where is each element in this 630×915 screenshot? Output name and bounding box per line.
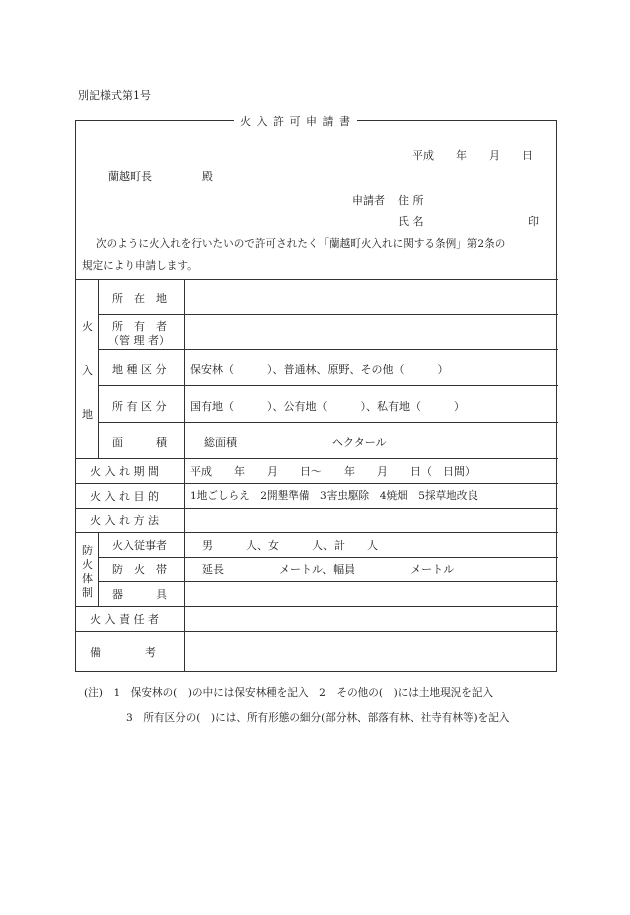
label-firebreak: 防 火 帯	[112, 563, 167, 576]
rule-table-top	[76, 279, 558, 280]
rule-period	[76, 483, 558, 484]
value-period: 平成 年 月 日～ 年 月 日（ 日間）	[190, 465, 476, 478]
value-land-type: 保安林（ ）、普通林、原野、その他（ ）	[190, 363, 449, 376]
label-location: 所 在 地	[112, 292, 167, 305]
date-line: 平成 年 月 日	[412, 149, 533, 162]
value-area-total: 総面積	[204, 436, 237, 449]
group-label-prevention-1: 防	[82, 544, 93, 557]
request-text-line-1: 次のように火入れを行いたいので許可されたく「蘭越町火入れに関する条例」第2条の	[96, 238, 506, 250]
rule-group-column-1	[98, 279, 99, 458]
value-firebreak: 延長 メートル、幅員 メートル	[202, 563, 455, 576]
rule-label-column	[184, 279, 185, 672]
rule-land-type	[98, 385, 558, 386]
name-label: 氏 名	[398, 215, 424, 228]
note-line-2: 3 所有区分の( )には、所有形態の細分(部分林、部落有林、社寺有林等)を記入	[126, 712, 510, 724]
note-line-1: (注) 1 保安林の( )の中には保安林種を記入 2 その他の( )には土地現況を記入	[84, 687, 494, 699]
form-number: 別記様式第1号	[78, 89, 151, 102]
label-workers: 火入従事者	[112, 539, 167, 552]
rule-location	[98, 314, 558, 315]
group-label-prevention-3: 体	[82, 572, 93, 585]
applicant-label: 申請者	[352, 194, 385, 207]
request-text-line-2: 規定により申請します。	[82, 260, 198, 272]
rule-ownership	[98, 422, 558, 423]
group-label-fire-land-1: 火	[82, 320, 93, 333]
label-responsible: 火 入 責 任 者	[90, 613, 159, 626]
label-remarks: 備 考	[90, 646, 156, 659]
label-purpose: 火 入 れ 目 的	[90, 490, 159, 503]
group-label-fire-land-2: 入	[82, 364, 93, 377]
form-frame	[75, 120, 557, 672]
label-equipment: 器 具	[112, 588, 167, 601]
value-ownership: 国有地（ ）、公有地（ ）、私有地（ ）	[190, 400, 465, 413]
rule-responsible	[76, 631, 558, 632]
rule-equipment	[76, 606, 558, 607]
rule-group-column-2	[98, 532, 99, 606]
group-label-prevention-4: 制	[82, 586, 93, 599]
label-manager: （管 理 者）	[108, 334, 170, 347]
seal-mark: 印	[528, 215, 539, 228]
value-area-unit: ヘクタール	[332, 436, 387, 449]
label-land-type: 地 種 区 分	[112, 363, 167, 376]
rule-workers	[98, 557, 558, 558]
label-owner: 所 有 者	[112, 320, 167, 333]
honorific: 殿	[202, 170, 213, 183]
label-ownership: 所 有 区 分	[112, 400, 167, 413]
group-label-fire-land-3: 地	[82, 408, 93, 421]
form-title: 火 入 許 可 申 請 書	[234, 113, 357, 129]
label-area: 面 積	[112, 436, 167, 449]
label-period: 火 入 れ 期 間	[90, 465, 159, 478]
rule-firebreak	[98, 581, 558, 582]
label-method: 火 入 れ 方 法	[90, 514, 159, 527]
addressee: 蘭越町長	[108, 170, 152, 183]
rule-purpose	[76, 508, 558, 509]
value-purpose: 1地ごしらえ 2開墾準備 3害虫駆除 4焼畑 5採草地改良	[190, 490, 478, 502]
value-workers: 男 人、女 人、計 人	[202, 539, 378, 552]
rule-method	[76, 532, 558, 533]
group-label-prevention-2: 火	[82, 558, 93, 571]
address-label: 住 所	[398, 194, 424, 207]
rule-owner	[98, 349, 558, 350]
rule-area	[76, 458, 558, 459]
